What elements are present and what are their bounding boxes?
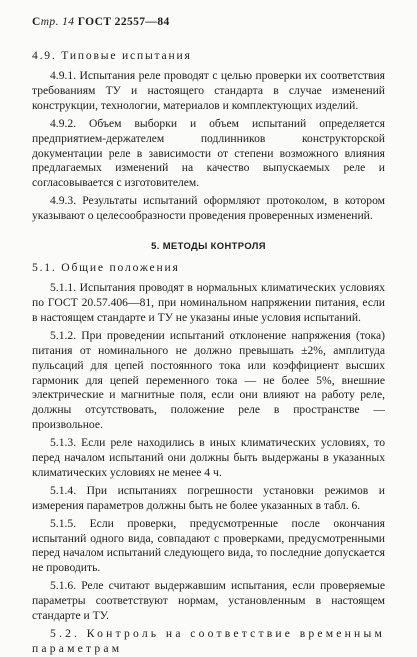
paragraph-4-9-1: 4.9.1. Испытания реле проводят с целью проверки их соответствия требованиям ТУ и настоящего стандарта в случае изменений конструкции, технологии, материалов и комплектующих изделий.: [32, 69, 385, 112]
section-heading-5-1: 5.1. Общие положения: [32, 261, 180, 275]
section-heading-5-2: 5.2. Контроль на соответствие временным параметрам: [32, 627, 385, 655]
paragraph-4-9-3: 4.9.3. Результаты испытаний оформляют протоколом, в котором указывают о целесообразности проведения проверенных изменений.: [32, 194, 385, 223]
paragraph-5-1-3: 5.1.3. Если реле находились в иных климатических условиях, то перед началом испытаний они должны быть выдержаны в указанных климатических условиях не менее 4 ч.: [32, 436, 385, 479]
header-prefix: С: [32, 16, 41, 28]
paragraph-5-1-1: 5.1.1. Испытания проводят в нормальных климатических условиях по ГОСТ 20.57.406—81, при номинальном напряжении питания, если в настоящем стандарте и ТУ не указаны иные условия испытаний.: [32, 281, 385, 324]
paragraph-4-9-2: 4.9.2. Объем выборки и объем испытаний определяется предприятием-держателем подлинников конструкторской документации реле в зависимости от степени возможного влияния предлагаемых изменений на качество выпускаемых реле и согласовывается с изготовителем.: [32, 116, 385, 190]
paragraph-5-1-4: 5.1.4. При испытаниях погрешности установки режимов и измерения параметров должны быть не более указанных в табл. 6.: [32, 483, 385, 512]
chapter-title-5: 5. МЕТОДЫ КОНТРОЛЯ: [151, 240, 266, 252]
header-standard: ГОСТ 22557—84: [77, 16, 170, 28]
paragraph-5-1-5: 5.1.5. Если проверки, предусмотренные после окончания испытаний одного вида, совпадают с проверками, предусмотренными перед началом испытаний следующего вида, то последние допускается не проводить.: [32, 516, 385, 575]
paragraph-5-1-2: 5.1.2. При проведении испытаний отклонение напряжения (тока) питания от номинального не должно превышать ±2%, амплитуда пульсаций для цепей постоянного тока или коэффициент высших гармоник для цепей переменного тока — не более 5%, внешние электрические и магнитные поля, если они влияют на работу реле, должны отсутствовать, положение реле в пространстве — произвольное.: [32, 328, 385, 432]
section-heading-4-9: 4.9. Типовые испытания: [32, 49, 192, 62]
header-page-label: тр. 14: [40, 16, 75, 28]
page-header: [32, 16, 385, 28]
paragraph-5-1-6: 5.1.6. Реле считают выдержавшим испытания, если проверяемые параметры соответствуют нормам, установленным в настоящем стандарте и ТУ.: [32, 579, 385, 623]
